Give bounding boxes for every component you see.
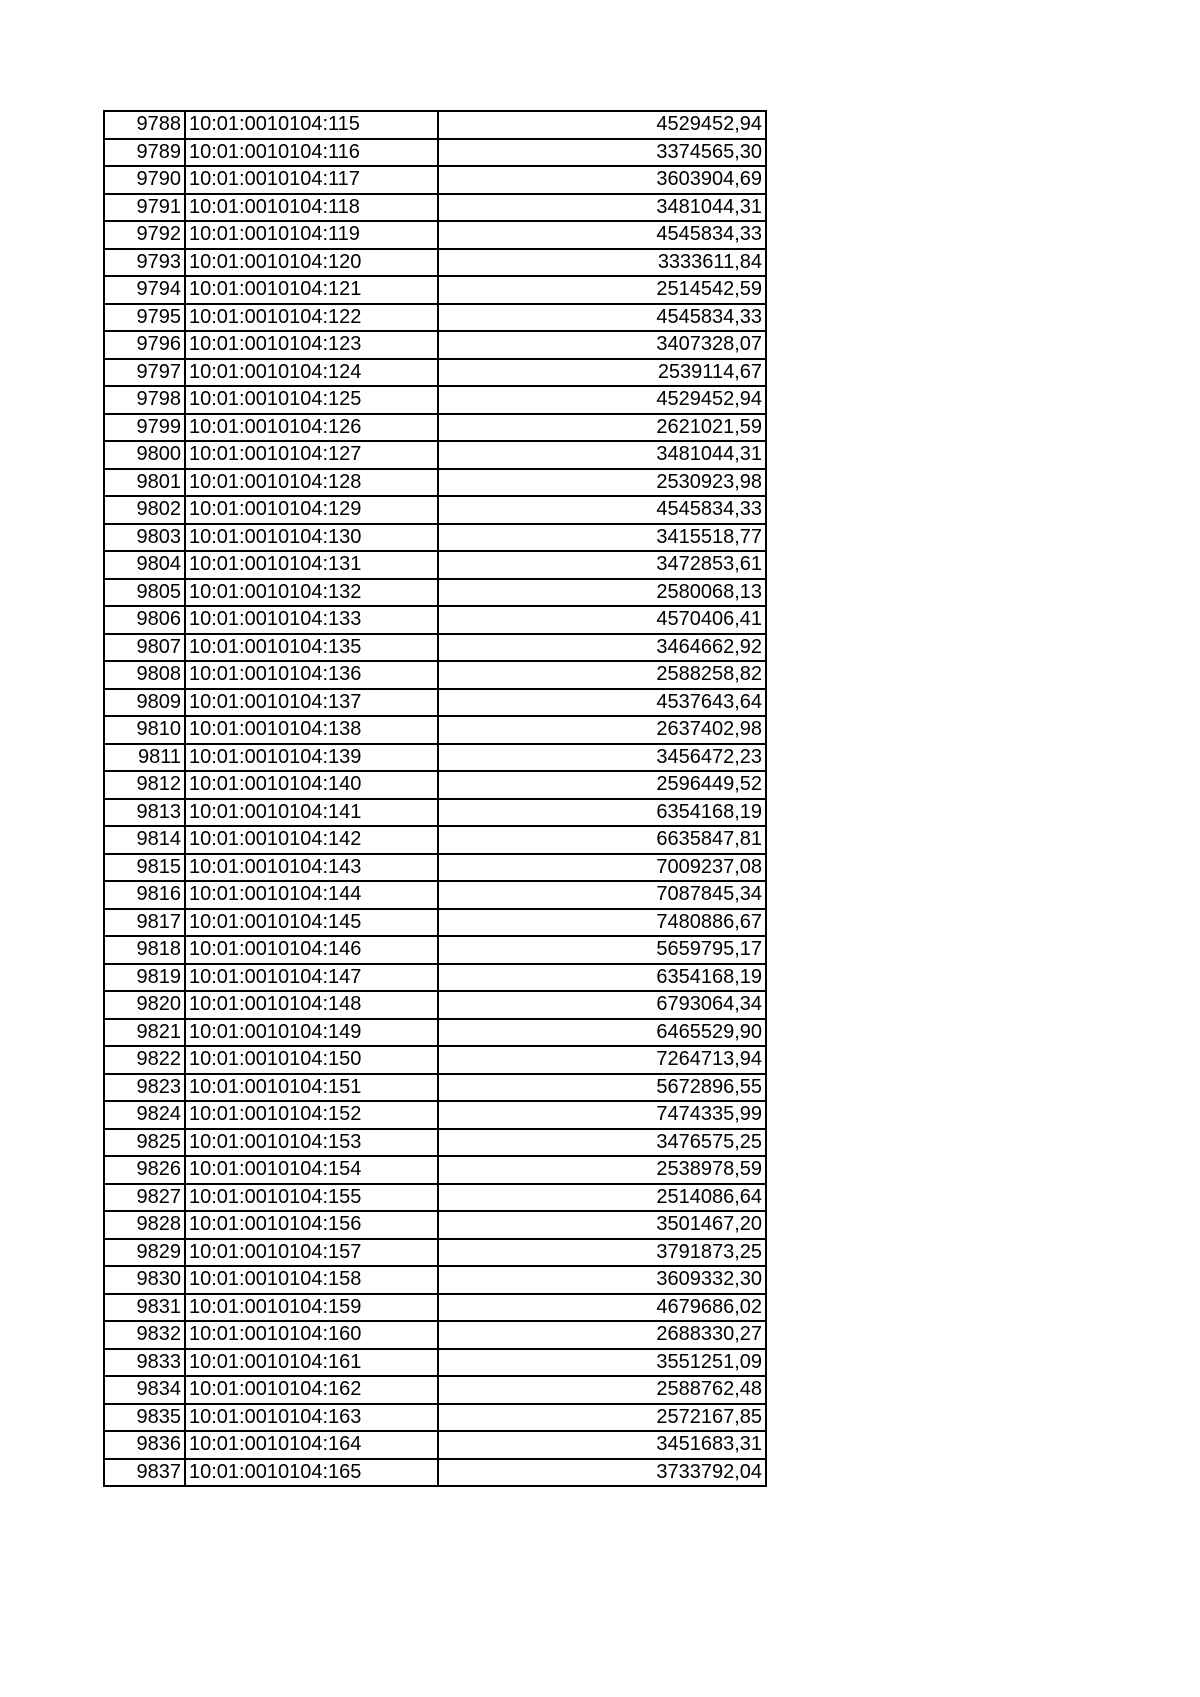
cadastral-number-cell: 10:01:0010104:123 [185,331,438,359]
cadastral-number-cell: 10:01:0010104:139 [185,744,438,772]
row-number-cell: 9820 [104,991,185,1019]
table-row [104,1404,766,1432]
table-row [104,1211,766,1239]
row-number-cell: 9802 [104,496,185,524]
table-row [104,496,766,524]
table-row [104,606,766,634]
cadastral-number-cell: 10:01:0010104:158 [185,1266,438,1294]
cadastral-value-cell: 7087845,34 [438,881,766,909]
row-number-cell: 9807 [104,634,185,662]
cadastral-value-cell: 2588762,48 [438,1376,766,1404]
table-row [104,799,766,827]
cadastral-number-cell: 10:01:0010104:157 [185,1239,438,1267]
cadastral-number-cell: 10:01:0010104:125 [185,386,438,414]
row-number-cell: 9791 [104,194,185,222]
cadastral-value-cell: 5659795,17 [438,936,766,964]
cadastral-value-cell: 3481044,31 [438,194,766,222]
table-row [104,331,766,359]
cadastral-number-cell: 10:01:0010104:115 [185,111,438,139]
table-row [104,826,766,854]
row-number-cell: 9789 [104,139,185,167]
row-number-cell: 9816 [104,881,185,909]
cadastral-number-cell: 10:01:0010104:122 [185,304,438,332]
row-number-cell: 9794 [104,276,185,304]
row-number-cell: 9798 [104,386,185,414]
cadastral-value-cell: 3456472,23 [438,744,766,772]
table-row [104,276,766,304]
table-row [104,991,766,1019]
table-row [104,469,766,497]
row-number-cell: 9831 [104,1294,185,1322]
cadastral-number-cell: 10:01:0010104:165 [185,1459,438,1487]
cadastral-value-table [103,110,767,1487]
row-number-cell: 9799 [104,414,185,442]
row-number-cell: 9812 [104,771,185,799]
row-number-cell: 9833 [104,1349,185,1377]
table-row [104,1074,766,1102]
row-number-cell: 9806 [104,606,185,634]
table-row [104,551,766,579]
cadastral-value-cell: 2572167,85 [438,1404,766,1432]
cadastral-value-cell: 3481044,31 [438,441,766,469]
row-number-cell: 9813 [104,799,185,827]
table-row [104,1019,766,1047]
table-row [104,1101,766,1129]
row-number-cell: 9823 [104,1074,185,1102]
table-row [104,634,766,662]
cadastral-number-cell: 10:01:0010104:147 [185,964,438,992]
table-row [104,1294,766,1322]
table-row [104,936,766,964]
table-row [104,909,766,937]
cadastral-value-cell: 2530923,98 [438,469,766,497]
cadastral-number-cell: 10:01:0010104:116 [185,139,438,167]
cadastral-number-cell: 10:01:0010104:154 [185,1156,438,1184]
cadastral-value-cell: 2621021,59 [438,414,766,442]
cadastral-value-cell: 4529452,94 [438,386,766,414]
row-number-cell: 9788 [104,111,185,139]
cadastral-value-cell: 7474335,99 [438,1101,766,1129]
cadastral-value-cell: 4545834,33 [438,496,766,524]
cadastral-value-cell: 2538978,59 [438,1156,766,1184]
row-number-cell: 9818 [104,936,185,964]
table-row [104,771,766,799]
cadastral-number-cell: 10:01:0010104:137 [185,689,438,717]
cadastral-number-cell: 10:01:0010104:119 [185,221,438,249]
cadastral-value-cell: 3609332,30 [438,1266,766,1294]
cadastral-value-cell: 2514542,59 [438,276,766,304]
table-row [104,359,766,387]
cadastral-value-cell: 3374565,30 [438,139,766,167]
table-row [104,1376,766,1404]
cadastral-value-cell: 3472853,61 [438,551,766,579]
row-number-cell: 9826 [104,1156,185,1184]
cadastral-number-cell: 10:01:0010104:140 [185,771,438,799]
cadastral-number-cell: 10:01:0010104:121 [185,276,438,304]
cadastral-number-cell: 10:01:0010104:155 [185,1184,438,1212]
cadastral-number-cell: 10:01:0010104:129 [185,496,438,524]
cadastral-number-cell: 10:01:0010104:131 [185,551,438,579]
table-row [104,139,766,167]
cadastral-value-cell: 7264713,94 [438,1046,766,1074]
cadastral-value-cell: 3501467,20 [438,1211,766,1239]
table-row [104,1321,766,1349]
row-number-cell: 9837 [104,1459,185,1487]
cadastral-value-cell: 3464662,92 [438,634,766,662]
row-number-cell: 9803 [104,524,185,552]
cadastral-number-cell: 10:01:0010104:132 [185,579,438,607]
row-number-cell: 9805 [104,579,185,607]
cadastral-value-cell: 2688330,27 [438,1321,766,1349]
cadastral-number-cell: 10:01:0010104:142 [185,826,438,854]
table-row [104,881,766,909]
row-number-cell: 9835 [104,1404,185,1432]
table-row [104,854,766,882]
cadastral-number-cell: 10:01:0010104:156 [185,1211,438,1239]
cadastral-value-cell: 7009237,08 [438,854,766,882]
cadastral-value-cell: 3733792,04 [438,1459,766,1487]
table-row [104,414,766,442]
table-row [104,1266,766,1294]
cadastral-value-cell: 6793064,34 [438,991,766,1019]
cadastral-number-cell: 10:01:0010104:150 [185,1046,438,1074]
cadastral-value-cell: 3333611,84 [438,249,766,277]
table-row [104,1046,766,1074]
table-row [104,1459,766,1487]
table-row [104,1431,766,1459]
cadastral-value-cell: 4570406,41 [438,606,766,634]
cadastral-number-cell: 10:01:0010104:162 [185,1376,438,1404]
row-number-cell: 9815 [104,854,185,882]
table-row [104,524,766,552]
row-number-cell: 9836 [104,1431,185,1459]
cadastral-value-cell: 4529452,94 [438,111,766,139]
row-number-cell: 9817 [104,909,185,937]
table-row [104,1349,766,1377]
cadastral-value-cell: 5672896,55 [438,1074,766,1102]
table-row [104,716,766,744]
cadastral-value-cell: 7480886,67 [438,909,766,937]
table-row [104,744,766,772]
cadastral-value-cell: 3791873,25 [438,1239,766,1267]
cadastral-number-cell: 10:01:0010104:136 [185,661,438,689]
cadastral-value-cell: 3603904,69 [438,166,766,194]
cadastral-number-cell: 10:01:0010104:138 [185,716,438,744]
row-number-cell: 9825 [104,1129,185,1157]
cadastral-number-cell: 10:01:0010104:151 [185,1074,438,1102]
cadastral-number-cell: 10:01:0010104:164 [185,1431,438,1459]
cadastral-value-cell: 4545834,33 [438,221,766,249]
table-row [104,304,766,332]
row-number-cell: 9790 [104,166,185,194]
cadastral-value-cell: 3415518,77 [438,524,766,552]
row-number-cell: 9801 [104,469,185,497]
cadastral-value-cell: 6635847,81 [438,826,766,854]
cadastral-value-cell: 6354168,19 [438,964,766,992]
cadastral-number-cell: 10:01:0010104:128 [185,469,438,497]
cadastral-number-cell: 10:01:0010104:148 [185,991,438,1019]
row-number-cell: 9830 [104,1266,185,1294]
cadastral-value-cell: 6465529,90 [438,1019,766,1047]
row-number-cell: 9800 [104,441,185,469]
table-row [104,166,766,194]
cadastral-value-cell: 2588258,82 [438,661,766,689]
table-row [104,661,766,689]
cadastral-value-cell: 4679686,02 [438,1294,766,1322]
row-number-cell: 9795 [104,304,185,332]
table-row [104,111,766,139]
row-number-cell: 9834 [104,1376,185,1404]
row-number-cell: 9827 [104,1184,185,1212]
row-number-cell: 9810 [104,716,185,744]
cadastral-value-cell: 2539114,67 [438,359,766,387]
cadastral-number-cell: 10:01:0010104:120 [185,249,438,277]
table-row [104,194,766,222]
table-row [104,386,766,414]
cadastral-value-cell: 6354168,19 [438,799,766,827]
cadastral-value-cell: 2596449,52 [438,771,766,799]
row-number-cell: 9811 [104,744,185,772]
row-number-cell: 9814 [104,826,185,854]
cadastral-value-cell: 3551251,09 [438,1349,766,1377]
row-number-cell: 9821 [104,1019,185,1047]
row-number-cell: 9797 [104,359,185,387]
table-row [104,689,766,717]
row-number-cell: 9832 [104,1321,185,1349]
row-number-cell: 9809 [104,689,185,717]
cadastral-number-cell: 10:01:0010104:118 [185,194,438,222]
table-row [104,579,766,607]
cadastral-number-cell: 10:01:0010104:127 [185,441,438,469]
row-number-cell: 9792 [104,221,185,249]
cadastral-number-cell: 10:01:0010104:146 [185,936,438,964]
cadastral-number-cell: 10:01:0010104:133 [185,606,438,634]
table-body [104,111,766,1486]
table-row [104,221,766,249]
cadastral-value-cell: 3451683,31 [438,1431,766,1459]
row-number-cell: 9804 [104,551,185,579]
cadastral-value-cell: 2580068,13 [438,579,766,607]
row-number-cell: 9829 [104,1239,185,1267]
cadastral-number-cell: 10:01:0010104:159 [185,1294,438,1322]
cadastral-number-cell: 10:01:0010104:124 [185,359,438,387]
table-row [104,964,766,992]
cadastral-number-cell: 10:01:0010104:152 [185,1101,438,1129]
cadastral-value-cell: 2637402,98 [438,716,766,744]
row-number-cell: 9796 [104,331,185,359]
table-row [104,1184,766,1212]
table-row [104,441,766,469]
cadastral-number-cell: 10:01:0010104:141 [185,799,438,827]
cadastral-number-cell: 10:01:0010104:130 [185,524,438,552]
row-number-cell: 9828 [104,1211,185,1239]
row-number-cell: 9819 [104,964,185,992]
cadastral-number-cell: 10:01:0010104:163 [185,1404,438,1432]
table-row [104,1156,766,1184]
table-row [104,1239,766,1267]
cadastral-number-cell: 10:01:0010104:153 [185,1129,438,1157]
cadastral-value-cell: 2514086,64 [438,1184,766,1212]
row-number-cell: 9808 [104,661,185,689]
table-row [104,1129,766,1157]
cadastral-value-cell: 4537643,64 [438,689,766,717]
cadastral-number-cell: 10:01:0010104:160 [185,1321,438,1349]
row-number-cell: 9824 [104,1101,185,1129]
table-row [104,249,766,277]
cadastral-value-cell: 3476575,25 [438,1129,766,1157]
row-number-cell: 9793 [104,249,185,277]
cadastral-number-cell: 10:01:0010104:149 [185,1019,438,1047]
cadastral-value-cell: 3407328,07 [438,331,766,359]
cadastral-number-cell: 10:01:0010104:144 [185,881,438,909]
cadastral-number-cell: 10:01:0010104:135 [185,634,438,662]
cadastral-value-cell: 4545834,33 [438,304,766,332]
cadastral-number-cell: 10:01:0010104:117 [185,166,438,194]
cadastral-number-cell: 10:01:0010104:126 [185,414,438,442]
row-number-cell: 9822 [104,1046,185,1074]
cadastral-number-cell: 10:01:0010104:143 [185,854,438,882]
cadastral-number-cell: 10:01:0010104:161 [185,1349,438,1377]
cadastral-number-cell: 10:01:0010104:145 [185,909,438,937]
